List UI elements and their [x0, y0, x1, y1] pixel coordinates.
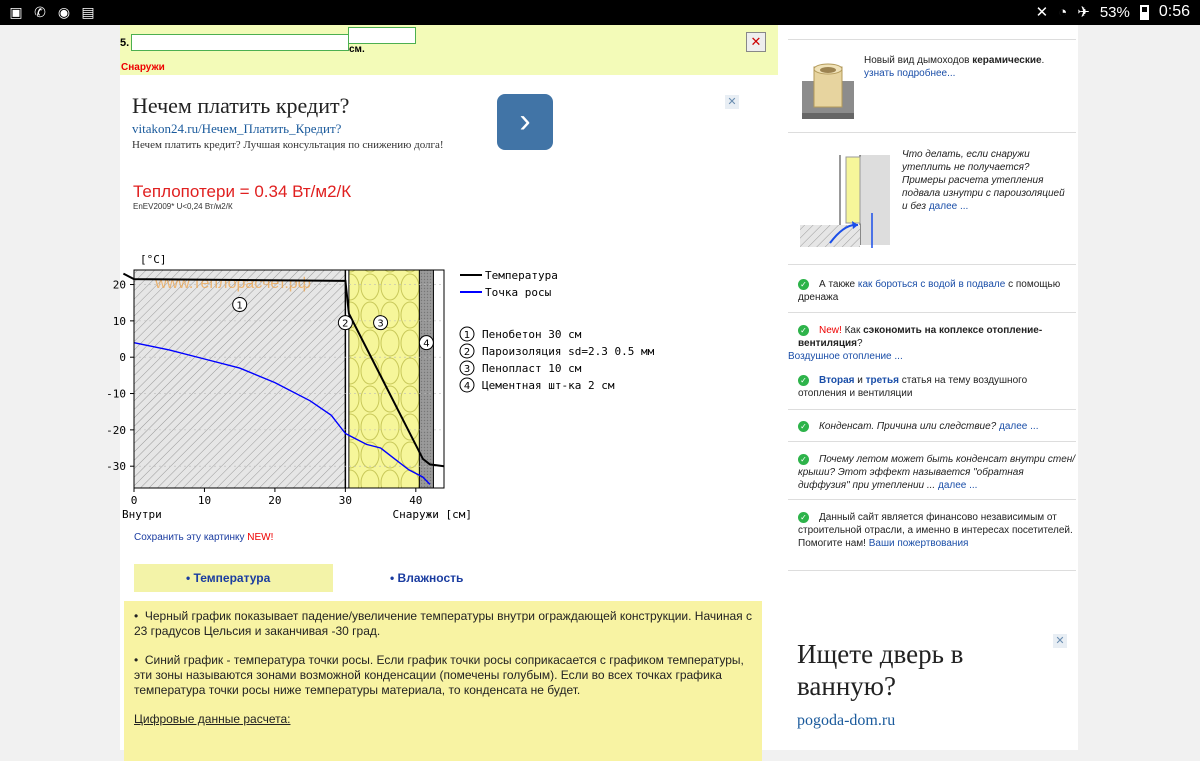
ad-arrow-button[interactable]: ›: [497, 94, 553, 150]
ad-close-icon[interactable]: ✕: [1053, 634, 1067, 648]
check-icon: ✓: [798, 325, 809, 336]
divider: [788, 570, 1076, 571]
chimney-image[interactable]: [800, 63, 856, 119]
ad-banner[interactable]: [132, 93, 742, 153]
sidebar-item-heating-bold: сэкономить на коплексе отопление-вентиляция: [798, 325, 1043, 349]
divider: [788, 441, 1076, 442]
legend-layer-number: 3: [463, 364, 471, 375]
y-tick-label: 0: [119, 351, 126, 365]
basement-insulation-image[interactable]: [800, 153, 896, 251]
phone-icon: ✆: [34, 4, 46, 20]
heat-loss-norm: EnEV2009* U<0,24 Вт/м2/К: [133, 202, 233, 211]
sidebar-item-heating-text: Как: [841, 325, 864, 336]
ad-side-headline[interactable]: Ищете дверь в ванную?: [797, 639, 964, 701]
sidebar-item-heating: [788, 324, 1076, 363]
sidebar-item-chimney: [864, 54, 1074, 80]
sidebar-item-chimney-end: .: [1041, 55, 1045, 66]
heat-loss-title: Теплопотери = 0.34 Вт/м2/К: [133, 182, 352, 201]
divider: [788, 499, 1076, 500]
web-page: [106, 25, 1078, 750]
layer-2-marker-label: 2: [342, 318, 349, 330]
sidebar-item-basement-text: Что делать, если снаружи утеплить не получается? Примеры расчета утепления подвала изнутри с пароизоляцией и без: [902, 149, 1065, 212]
x-tick-label: 40: [409, 494, 423, 507]
sidebar-item-donate: [788, 511, 1076, 550]
thickness-input[interactable]: [348, 27, 416, 44]
sidebar-link-diffusion[interactable]: далее ...: [937, 480, 978, 491]
sidebar-item-articles: [788, 374, 1076, 400]
sidebar: [788, 25, 1078, 750]
sidebar-link-donate[interactable]: Ваши пожертвования: [868, 538, 969, 549]
sidebar-item-drainage-text: А также: [819, 279, 858, 290]
sidebar-item-condensate: [788, 420, 1076, 433]
sidebar-link-third[interactable]: третья: [865, 375, 899, 386]
battery-percent: 53%: [1099, 3, 1130, 21]
sidebar-item-diffusion-text: Почему летом может быть конденсат внутри стен/крыши? Этот эффект называется "обратная диффузия" при утеплении ...: [798, 454, 1076, 491]
thickness-unit: см.: [349, 44, 365, 55]
sidebar-item-donate-text: Данный сайт является финансово независимым от строительной отрасли, а именно в интересах посетителей. Помогите нам!: [798, 512, 1073, 549]
check-icon: ✓: [798, 421, 809, 432]
status-bar: [0, 0, 1200, 25]
ad-side[interactable]: [797, 638, 1067, 730]
ad-url[interactable]: vitakon24.ru/Нечем_Платить_Кредит?: [132, 121, 342, 136]
layer-4-marker-label: 4: [423, 338, 430, 350]
tab-temperature[interactable]: • Температура: [134, 564, 333, 592]
save-image-link[interactable]: [134, 532, 273, 543]
sidebar-link-basement[interactable]: далее ...: [928, 201, 969, 212]
y-tick-label: -30: [106, 460, 126, 474]
legend-entry: Температура: [485, 269, 558, 282]
remove-layer-button[interactable]: ✕: [746, 32, 766, 52]
sidebar-link-second[interactable]: Вторая: [819, 375, 855, 386]
y-tick-label: -20: [106, 423, 126, 437]
ad-description: Нечем платить кредит? Лучшая консультация по снижению долга!: [132, 139, 444, 151]
ad-close-icon[interactable]: ✕: [725, 95, 739, 109]
legend-layer-number: 4: [463, 381, 471, 392]
new-badge: New!: [819, 325, 842, 336]
x-axis-label-inside: Внутри: [122, 508, 162, 521]
legend-layer-entry: Пенопласт 10 см: [482, 362, 582, 375]
tab-humidity-label[interactable]: Влажность: [397, 571, 464, 585]
y-tick-label: 10: [112, 314, 126, 328]
battery-icon: [1140, 5, 1149, 20]
layer-3-marker-label: 3: [377, 318, 384, 330]
layer-1-marker-label: 1: [236, 300, 243, 312]
y-axis-label: [°C]: [140, 253, 167, 266]
outside-label: Снаружи: [121, 62, 165, 73]
explanation-black-line: Черный график показывает падение/увеличение температуры внутри ограждающей конструкции. Начиная с 23 градусов Цельсия и заканчивая -30 град.: [134, 609, 752, 638]
sidebar-item-drainage-end: с помощью дренажа: [798, 279, 1061, 303]
explanation-blue-line: Синий график - температура точки росы. Если график точки росы соприкасается с графиком температуры, эти зоны называются зонами возможной конденсации (помечены голубым). Если во всех точках графика температура точки росы ниже температуры материала, то конденсата не будет.: [134, 653, 744, 697]
legend-layer-number: 1: [463, 330, 471, 341]
layer-number: 5.: [120, 37, 130, 49]
ad-side-url[interactable]: pogoda-dom.ru: [797, 712, 896, 729]
sidebar-item-condensate-text: Конденсат. Причина или следствие?: [819, 421, 997, 432]
ad-headline[interactable]: Нечем платить кредит?: [132, 93, 350, 118]
sidebar-item-articles-and: и: [854, 375, 866, 386]
sidebar-link-chimney[interactable]: узнать подробнее...: [864, 68, 956, 79]
legend-layer-entry: Пароизоляция sd=2.3 0.5 мм: [482, 345, 655, 358]
check-icon: ✓: [798, 454, 809, 465]
wifi-icon: ◔: [1058, 3, 1068, 21]
x-tick-label: 0: [130, 494, 138, 507]
gallery-icon: ▣: [9, 4, 23, 20]
sidebar-item-articles-text: статья на тему воздушного отопления и вентиляции: [798, 375, 1028, 399]
divider: [788, 409, 1076, 410]
clock: 0:56: [1158, 3, 1190, 20]
sidebar-item-chimney-bold: керамические: [972, 55, 1042, 66]
sidebar-item-diffusion: [788, 453, 1076, 492]
sidebar-link-drainage[interactable]: как бороться с водой в подвале: [857, 279, 1006, 290]
divider: [788, 264, 1076, 265]
tab-humidity[interactable]: • Влажность: [390, 571, 464, 585]
layer-3-band: [349, 270, 419, 488]
app-icon: ◉: [57, 4, 71, 20]
layer-form-row: [120, 25, 778, 75]
tabs: [134, 564, 634, 592]
sidebar-item-basement: [902, 148, 1072, 213]
sidebar-link-air-heating[interactable]: Воздушное отопление ...: [788, 351, 903, 362]
y-tick-label: -10: [106, 387, 126, 401]
sidebar-item-drainage: [788, 278, 1076, 304]
material-input[interactable]: [131, 34, 349, 51]
y-tick-label: 20: [112, 278, 126, 292]
legend-layer-number: 2: [463, 347, 471, 358]
chart-watermark: www.теплорасчет.рф: [155, 275, 311, 293]
save-image-text[interactable]: Сохранить эту картинку: [134, 532, 245, 543]
divider: [788, 132, 1076, 133]
airplane-icon: ✈: [1077, 4, 1090, 21]
legend-layer-entry: Цементная шт-ка 2 см: [482, 379, 615, 392]
new-badge: NEW!: [247, 532, 274, 543]
x-axis-label-outside: Снаружи [см]: [392, 508, 472, 521]
sidebar-item-chimney-text: Новый вид дымоходов: [864, 55, 973, 66]
check-icon: ✓: [798, 279, 809, 290]
tab-temperature-label[interactable]: Температура: [193, 571, 271, 585]
temperature-chart: [106, 245, 680, 521]
x-tick-label: 10: [197, 494, 212, 507]
sidebar-item-heating-end: ?: [856, 338, 863, 349]
legend-entry: Точка росы: [485, 286, 552, 299]
numeric-data-heading[interactable]: Цифровые данные расчета:: [134, 712, 291, 726]
x-tick-label: 30: [338, 494, 352, 507]
x-tick-label: 20: [268, 494, 282, 507]
check-icon: ✓: [798, 512, 809, 523]
mute-icon: ✕: [1035, 4, 1049, 21]
divider: [788, 39, 1076, 40]
photo-icon: ▤: [81, 4, 95, 20]
sidebar-link-condensate[interactable]: далее ...: [999, 421, 1039, 432]
explanation-box: • Черный график показывает падение/увеличение температуры внутри ограждающей конструкции. Начиная с 23 градусов Цельсия и заканчивая -30 град. • Синий график - температура точки росы. Если график точки росы соприкасается с графиком температуры, эти зоны называются зонами возможной конденсации (помечены голубым). Если во всех точках графика температура точки росы ниже температуры материала, то конденсата не будет. Цифровые данные расчета:: [124, 601, 762, 761]
legend-layer-entry: Пенобетон 30 см: [482, 328, 582, 341]
check-icon: ✓: [798, 375, 809, 386]
main-content: [106, 25, 780, 750]
divider: [788, 312, 1076, 313]
